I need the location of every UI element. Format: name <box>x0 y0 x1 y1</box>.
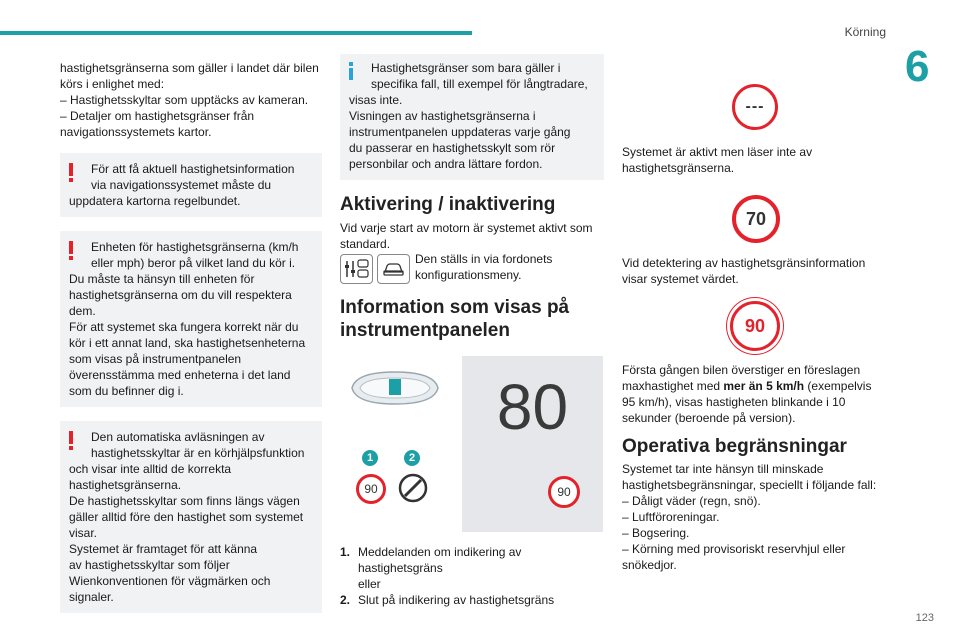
activation-text: Vid varje start av motorn är systemet aktivt som standard. <box>340 221 593 251</box>
chapter-number: 6 <box>905 42 930 91</box>
callout-2: 2 <box>404 450 420 466</box>
cluster-display <box>462 356 603 532</box>
heading-limitations: Operativa begränsningar <box>622 436 847 457</box>
settings-row <box>340 254 604 288</box>
car-icon <box>377 254 410 284</box>
heading-activation: Aktivering / inaktivering <box>340 194 556 215</box>
speed-sign-90-blinking: 90 <box>730 301 780 351</box>
warning-box-units: Enheten för hastighetsgränserna (km/h eller mph) beror på vilket land du kör i. Du måste ta hänsyn till enheten för hastighetsgränserna om du vill respektera dem. För att systemet ska fungera korrekt när du kör i ett annat land, ska hastighetsenheterna som visas på instrumentpanelen överensstämma med enheterna i det land som du befinner dig i. <box>60 231 322 407</box>
speed-sign-no-reading: --- <box>732 84 778 130</box>
warning-box-reading: Den automatiska avläsningen av hastighetsskyltar är en körhjälpsfunktion och visar inte alltid de korrekta hastighetsgränserna. De hastighetsskyltar som finns längs vägen gäller alltid före den hastighet som systemet visar. Systemet är framtaget för att känna av hastighetsskyltar som följer Wienkonventionen för vägmärken och signaler. <box>60 421 322 613</box>
warning-icon <box>69 241 73 259</box>
heading-information: Information som visas på instrumentpanelen <box>340 297 570 341</box>
end-of-limit-sign-icon <box>398 473 428 503</box>
page-number: 123 <box>915 612 934 624</box>
column-1 <box>60 60 322 613</box>
instrument-panel-illustration <box>340 356 604 532</box>
intro-text: hastighetsgränserna som gäller i landet där bilen körs i enlighet med: – Hastighetsskyltar som upptäcks av kameran. – Detaljer om hastighetsgränser från navigationssystemets kartor. <box>60 61 319 139</box>
warning-icon <box>69 163 73 181</box>
speed-limit-sign-icon: 90 <box>356 474 386 504</box>
camera-housing-image <box>346 368 444 408</box>
info-box-special-limits: Hastighetsgränser som bara gäller i specifika fall, till exempel för långtradare, visas inte. Visningen av hastighetsgränserna i instrumentpanelen uppdateras varje gång du passerar en hastighetsskylt som rör personbilar och andra lättare fordon. <box>340 54 604 180</box>
settings-text: Den ställs in via fordonets konfigurationsmeny. <box>415 252 553 282</box>
info-icon <box>349 62 354 80</box>
warning-box-maps: För att få aktuell hastighetsinformation via navigationssystemet måste du uppdatera kartorna regelbundet. <box>60 153 322 217</box>
list-item: 1. Meddelanden om indikering av hastighetsgräns eller <box>340 545 522 591</box>
column-2 <box>340 54 604 608</box>
text-value-detected: Vid detektering av hastighetsgränsinformation visar systemet värdet. <box>622 256 866 286</box>
vehicle-settings-icon <box>340 254 373 284</box>
cluster-speed-sign: 90 <box>548 476 580 508</box>
list-item: 2. Slut på indikering av hastighetsgräns <box>340 593 555 607</box>
legend-list <box>340 544 604 608</box>
callout-1: 1 <box>362 450 378 466</box>
warning-icon <box>69 431 73 449</box>
text-no-reading: Systemet är aktivt men läser inte av hastighetsgränserna. <box>622 145 813 175</box>
header-accent-bar <box>0 31 472 35</box>
speed-sign-70: 70 <box>732 195 780 243</box>
speed-readout: 80 <box>496 371 569 443</box>
text-overspeed: Första gången bilen överstiger en föreslagen maxhastighet med mer än 5 km/h (exempelvis 95 km/h), visas hastigheten blinkande i 10 sekunder (beroende på version). <box>622 363 872 425</box>
limitations-text: Systemet tar inte hänsyn till minskade hastighetsbegränsningar, speciellt i följande fall: – Dåligt väder (regn, snö). – Luftföroreningar. – Bogsering. – Körning med provisoriskt reservhjul eller snökedjor. <box>622 462 877 572</box>
section-title: Körning <box>844 25 886 39</box>
